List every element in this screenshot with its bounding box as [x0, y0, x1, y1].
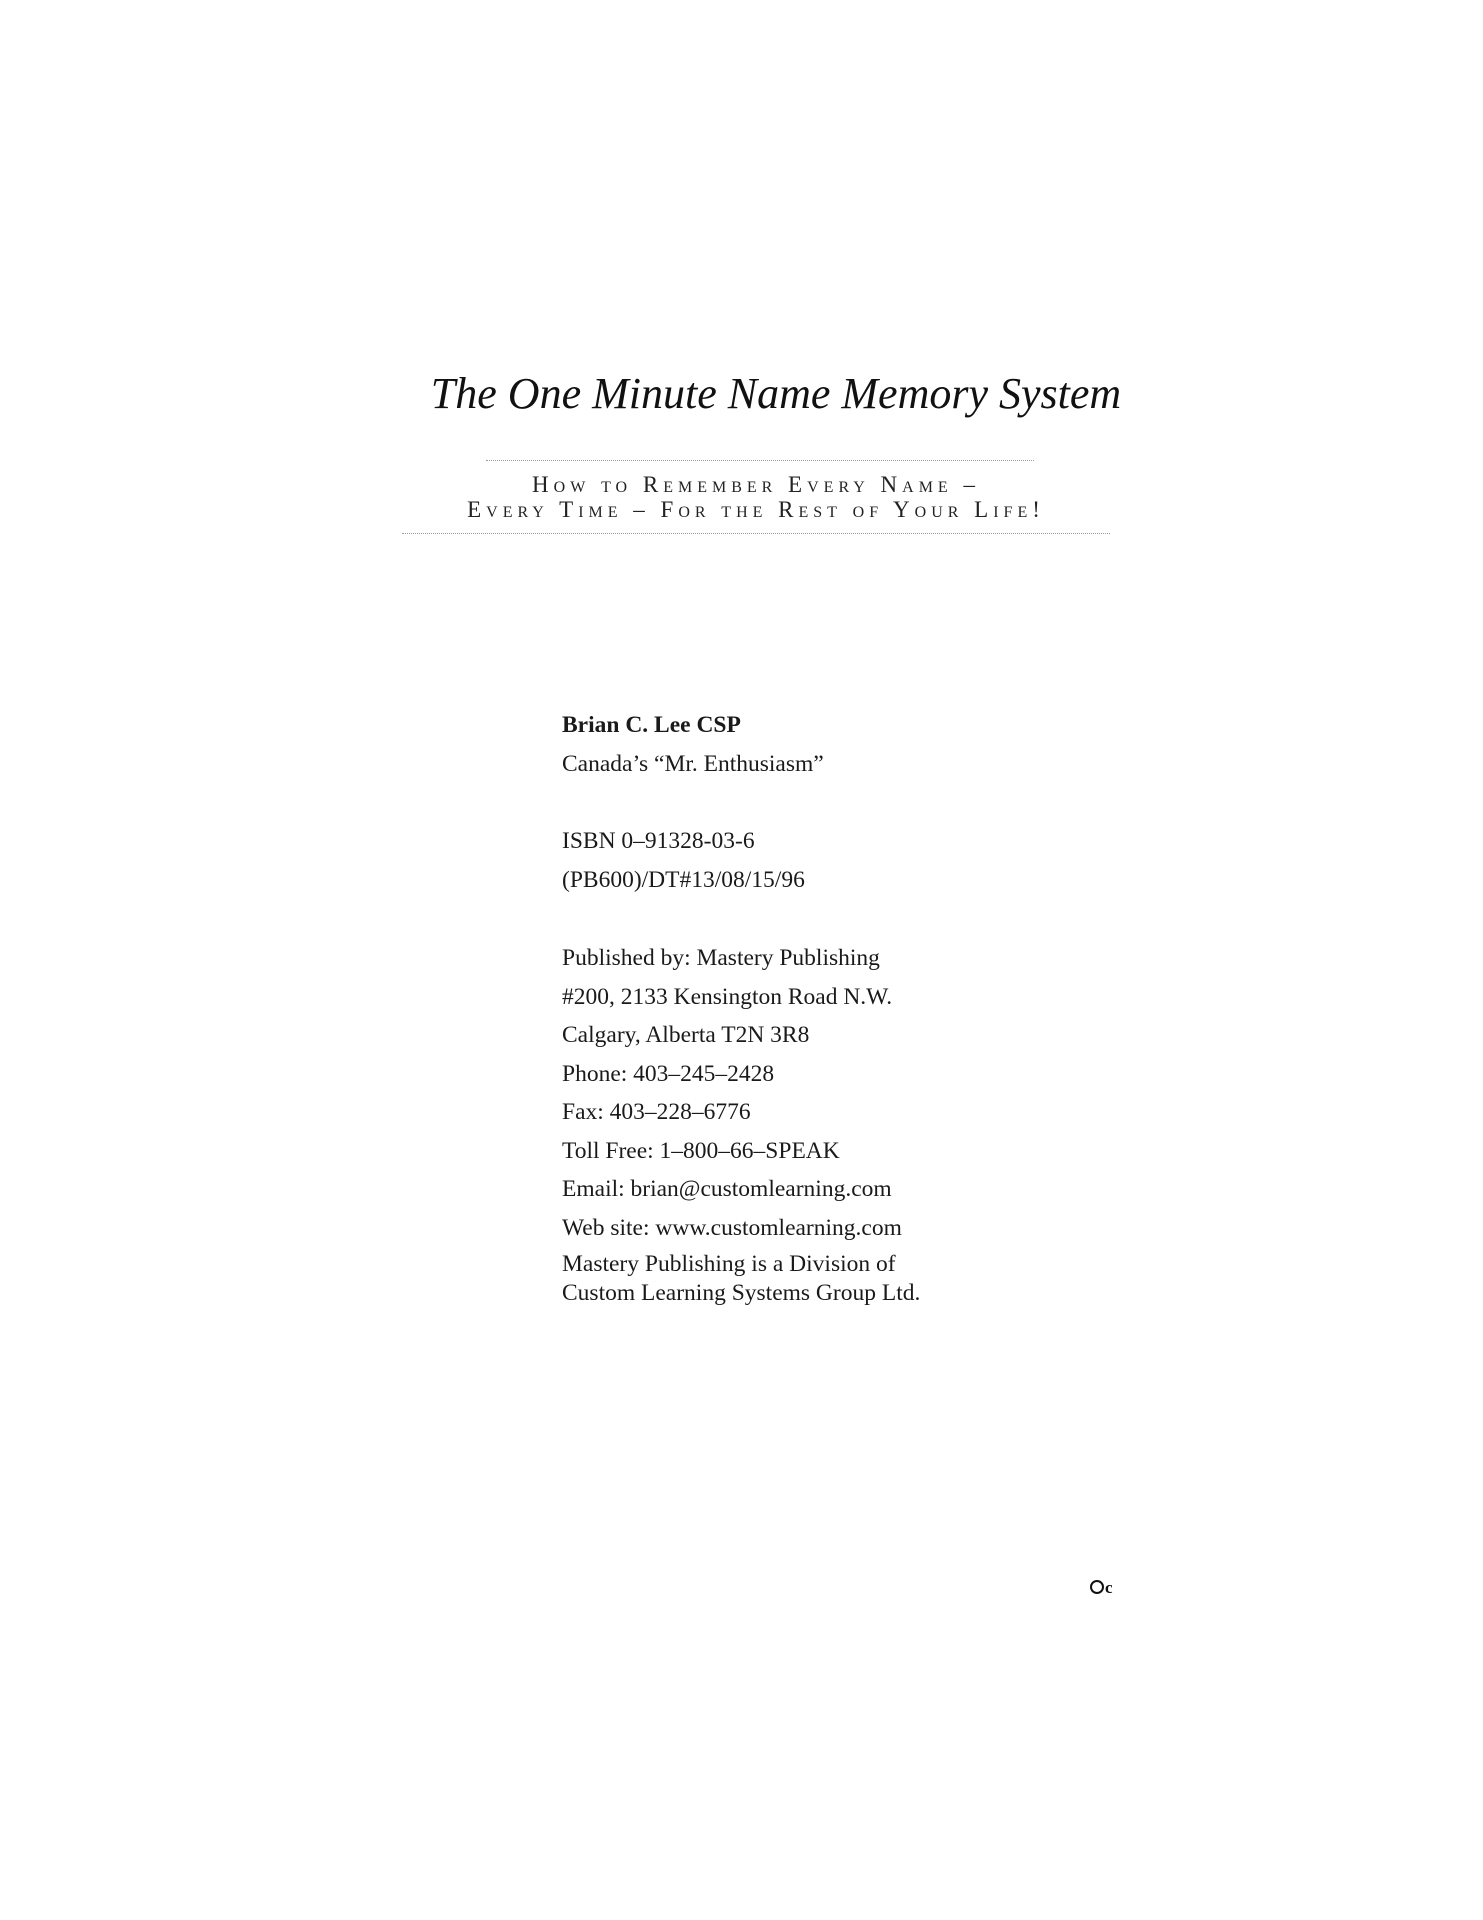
division-note	[562, 1250, 920, 1308]
email-line: Email: brian@customlearning.com	[562, 1176, 892, 1202]
website-line: Web site: www.customlearning.com	[562, 1214, 902, 1241]
swirl-icon	[1090, 1580, 1104, 1594]
product-code: (PB600)/DT#13/08/15/96	[562, 867, 805, 893]
author-name: Brian C. Lee CSP	[562, 712, 741, 738]
toll-free-line: Toll Free: 1–800–66–SPEAK	[562, 1137, 840, 1164]
mark-letter: c	[1105, 1578, 1113, 1597]
address-line: #200, 2133 Kensington Road N.W.	[562, 983, 893, 1010]
division-line-1: Mastery Publishing is a Division of	[562, 1251, 896, 1277]
book-title: The One Minute Name Memory System	[430, 369, 1122, 418]
publisher-mark	[1090, 1578, 1113, 1598]
dotted-rule-bottom	[402, 533, 1110, 534]
subtitle-line-2: Every Time – For the Rest of Your Life!	[467, 497, 1045, 522]
publisher-line: Published by: Mastery Publishing	[562, 945, 880, 971]
fax-line: Fax: 403–228–6776	[562, 1099, 751, 1125]
phone-line: Phone: 403–245–2428	[562, 1060, 775, 1087]
author-tagline: Canada’s “Mr. Enthusiasm”	[562, 751, 824, 777]
publisher-info	[562, 939, 902, 1247]
dotted-rule-top	[486, 460, 1034, 461]
isbn: ISBN 0–91328-03-6	[562, 828, 755, 854]
subtitle-line-1: How to Remember Every Name –	[532, 472, 980, 497]
city-line: Calgary, Alberta T2N 3R8	[562, 1022, 810, 1048]
division-line-2: Custom Learning Systems Group Ltd.	[562, 1280, 921, 1306]
